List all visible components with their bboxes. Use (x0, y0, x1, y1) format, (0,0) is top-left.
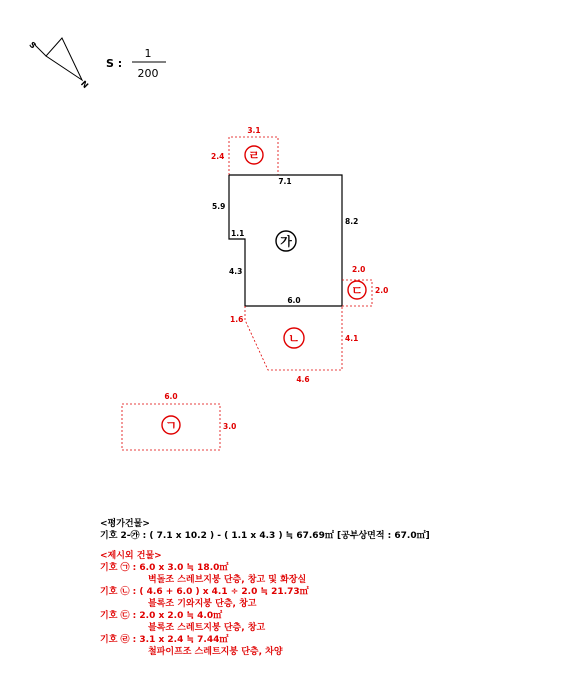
annex-nieun-dim-right: 4.1 (345, 334, 359, 343)
main-dim-bottom: 6.0 (287, 296, 301, 305)
legend-item (100, 562, 540, 574)
item-calc: : 3.1 x 2.4 ≒ 7.44㎡ (132, 635, 229, 645)
item-desc: 블록조 기와지붕 단층, 창고 (148, 599, 257, 609)
annex-digeut-symbol: ㄷ (351, 283, 363, 298)
legend-item (100, 634, 540, 646)
annex-giyeok-dim-right: 3.0 (223, 422, 237, 431)
main-dim-left-lower: 4.3 (229, 267, 243, 276)
item-desc: 벽돌조 스레브지붕 단층, 창고 및 화장실 (148, 575, 307, 585)
annex-nieun-dim-bottom: 4.6 (296, 375, 310, 384)
area-legend (100, 518, 540, 658)
compass-n-label: N (78, 79, 91, 91)
annex-digeut-dim-top: 2.0 (352, 265, 366, 274)
item-code: 기호 ㉡ (100, 587, 130, 597)
scale-prefix: S : (106, 57, 123, 70)
legend-item (100, 586, 540, 598)
annex-ri-dim-top: 3.1 (247, 126, 261, 135)
annex-digeut-dim-right: 2.0 (375, 286, 389, 295)
compass-s-label: S (27, 40, 38, 51)
main-dim-notch: 1.1 (231, 229, 245, 238)
north-arrow-icon (34, 38, 82, 80)
annex-giyeok-symbol: ㄱ (165, 418, 177, 433)
annex-nieun-dim-left: 1.6 (230, 315, 244, 324)
item-desc: 철파이프조 스레트지붕 단층, 차양 (148, 647, 283, 657)
excl-header: <제시외 건물> (100, 551, 162, 561)
item-code: 기호 ㉠ (100, 563, 130, 573)
item-code: 기호 ㉢ (100, 611, 130, 621)
annex-giyeok-dim-top: 6.0 (164, 392, 178, 401)
main-symbol: 가 (280, 234, 292, 249)
annex-ri-symbol: ㄹ (248, 148, 260, 163)
annex-nieun-symbol: ㄴ (288, 331, 300, 346)
eval-header: <평가건물> (100, 519, 150, 529)
scale-numerator: 1 (144, 47, 152, 60)
main-dim-right: 8.2 (345, 217, 359, 226)
item-calc: : ( 4.6 + 6.0 ) x 4.1 ÷ 2.0 ≒ 21.73㎡ (132, 587, 309, 597)
item-desc: 블록조 스레트지붕 단층, 창고 (148, 623, 266, 633)
item-calc: : 6.0 x 3.0 ≒ 18.0㎡ (132, 563, 229, 573)
item-calc: : 2.0 x 2.0 ≒ 4.0㎡ (132, 611, 223, 621)
eval-line: 기호 2-㉮ : ( 7.1 x 10.2 ) - ( 1.1 x 4.3 ) ≒ 67.69㎡ [공부상면적 : 67.0㎡] (100, 531, 430, 541)
main-dim-left-upper: 5.9 (212, 202, 226, 211)
item-code: 기호 ㉣ (100, 635, 130, 645)
legend-item (100, 610, 540, 622)
scale-denominator: 200 (137, 67, 159, 80)
annex-ri-dim-left: 2.4 (211, 152, 225, 161)
main-dim-top: 7.1 (278, 177, 292, 186)
